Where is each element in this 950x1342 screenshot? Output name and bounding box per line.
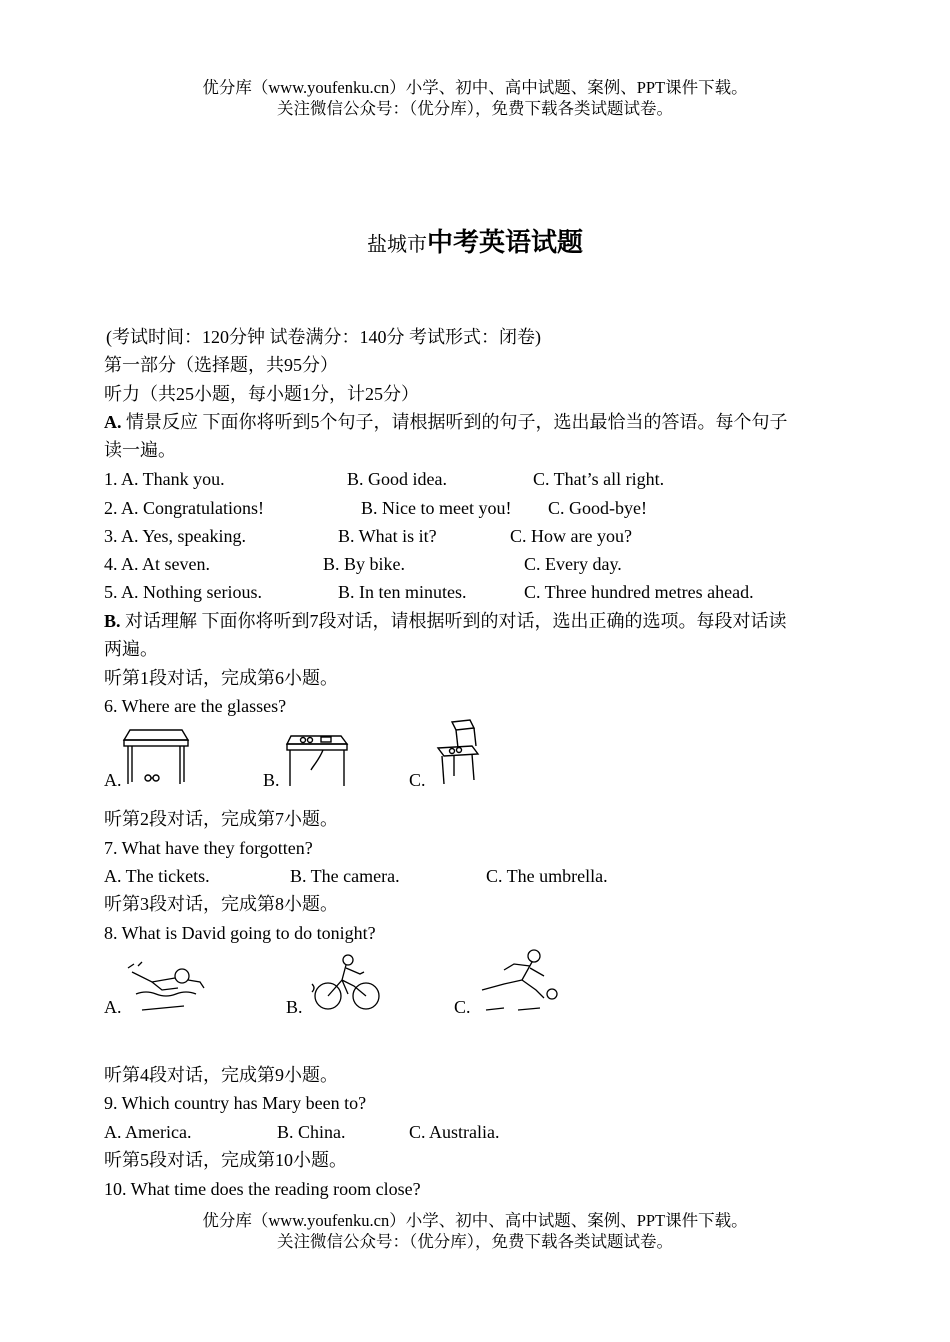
page-title <box>0 222 950 259</box>
section-a-label: A. <box>104 412 122 432</box>
section-a-instruction <box>104 408 788 436</box>
q2-option-b: B. Nice to meet you! <box>361 498 512 518</box>
dialogue-5-note: 听第5段对话，完成第10小题。 <box>104 1150 347 1170</box>
q3-option-c: C. How are you? <box>510 526 632 546</box>
q6-option-c-label: C. <box>409 770 426 790</box>
title-main: 中考英语试题 <box>426 228 583 258</box>
listening-heading: 听力（共25小题，每小题1分，计25分） <box>104 384 419 404</box>
section-b-label: B. <box>104 611 121 631</box>
q2-option-a: 2. A. Congratulations! <box>104 498 264 518</box>
q4-option-a: 4. A. At seven. <box>104 554 210 574</box>
q6-option-a-label: A. <box>104 770 122 790</box>
header-line-2: 关注微信公众号：（优分库），免费下载各类试题试卷。 <box>277 99 673 118</box>
title-place: 盐城市 <box>366 234 427 256</box>
q7-option-a: A. The tickets. <box>104 866 210 886</box>
q9-option-a: A. America. <box>104 1122 192 1142</box>
footer-line-2: 关注微信公众号：（优分库），免费下载各类试题试卷。 <box>277 1232 673 1251</box>
q6-question: 6. Where are the glasses? <box>104 696 287 716</box>
q5-option-a: 5. A. Nothing serious. <box>104 582 263 602</box>
dialogue-1-note: 听第1段对话，完成第6小题。 <box>104 668 338 688</box>
section-b-text: 对话理解 下面你将听到7段对话，请根据听到的对话，选出正确的选项。每段对话读 <box>120 611 787 631</box>
part-one-heading: 第一部分（选择题，共95分） <box>104 355 338 375</box>
q2-option-c: C. Good-bye! <box>548 498 647 518</box>
playing-football-image <box>474 946 566 1016</box>
footer-line-1: 优分库（www.youfenku.cn）小学、初中、高中试题、案例、PPT课件下载。 <box>202 1211 748 1230</box>
q4-option-b: B. By bike. <box>323 554 406 574</box>
dialogue-4-note: 听第4段对话，完成第9小题。 <box>104 1065 338 1085</box>
q1-option-c: C. That’s all right. <box>533 469 665 489</box>
section-b-instruction <box>104 607 787 635</box>
q9-option-c: C. Australia. <box>409 1122 500 1142</box>
q8-option-a-label: A. <box>104 997 122 1017</box>
q4-option-c: C. Every day. <box>524 554 622 574</box>
section-a-instruction-cont: 读一遍。 <box>104 440 176 460</box>
q7-option-b: B. The camera. <box>290 866 400 886</box>
q1-option-a: 1. A. Thank you. <box>104 469 225 489</box>
dialogue-3-note: 听第3段对话，完成第8小题。 <box>104 894 338 914</box>
q8-option-c-label: C. <box>454 997 471 1017</box>
q3-option-b: B. What is it? <box>338 526 437 546</box>
table-with-glasses-under-image <box>120 726 192 788</box>
desk-with-glasses-on-top-image <box>283 730 351 790</box>
q5-option-b: B. In ten minutes. <box>338 582 467 602</box>
q5-option-c: C. Three hundred metres ahead. <box>524 582 754 602</box>
q8-question: 8. What is David going to do tonight? <box>104 923 376 943</box>
section-b-instruction-cont: 两遍。 <box>104 639 158 659</box>
header-line-1: 优分库（www.youfenku.cn）小学、初中、高中试题、案例、PPT课件下载。 <box>202 78 748 97</box>
q7-question: 7. What have they forgotten? <box>104 838 313 858</box>
chair-with-glasses-image <box>432 718 482 786</box>
q7-option-c: C. The umbrella. <box>486 866 608 886</box>
q3-option-a: 3. A. Yes, speaking. <box>104 526 247 546</box>
cycling-image <box>310 952 384 1014</box>
q9-question: 9. Which country has Mary been to? <box>104 1093 367 1113</box>
q10-question: 10. What time does the reading room close? <box>104 1179 421 1199</box>
swimming-image <box>122 958 208 1016</box>
q1-option-b: B. Good idea. <box>347 469 447 489</box>
dialogue-2-note: 听第2段对话，完成第7小题。 <box>104 809 338 829</box>
q9-option-b: B. China. <box>277 1122 346 1142</box>
section-a-text: 情景反应 下面你将听到5个句子，请根据听到的句子，选出最恰当的答语。每个句子 <box>121 412 788 432</box>
q6-option-b-label: B. <box>263 770 280 790</box>
exam-info: (考试时间：120分钟 试卷满分：140分 考试形式：闭卷) <box>106 327 541 347</box>
q8-option-b-label: B. <box>286 997 303 1017</box>
